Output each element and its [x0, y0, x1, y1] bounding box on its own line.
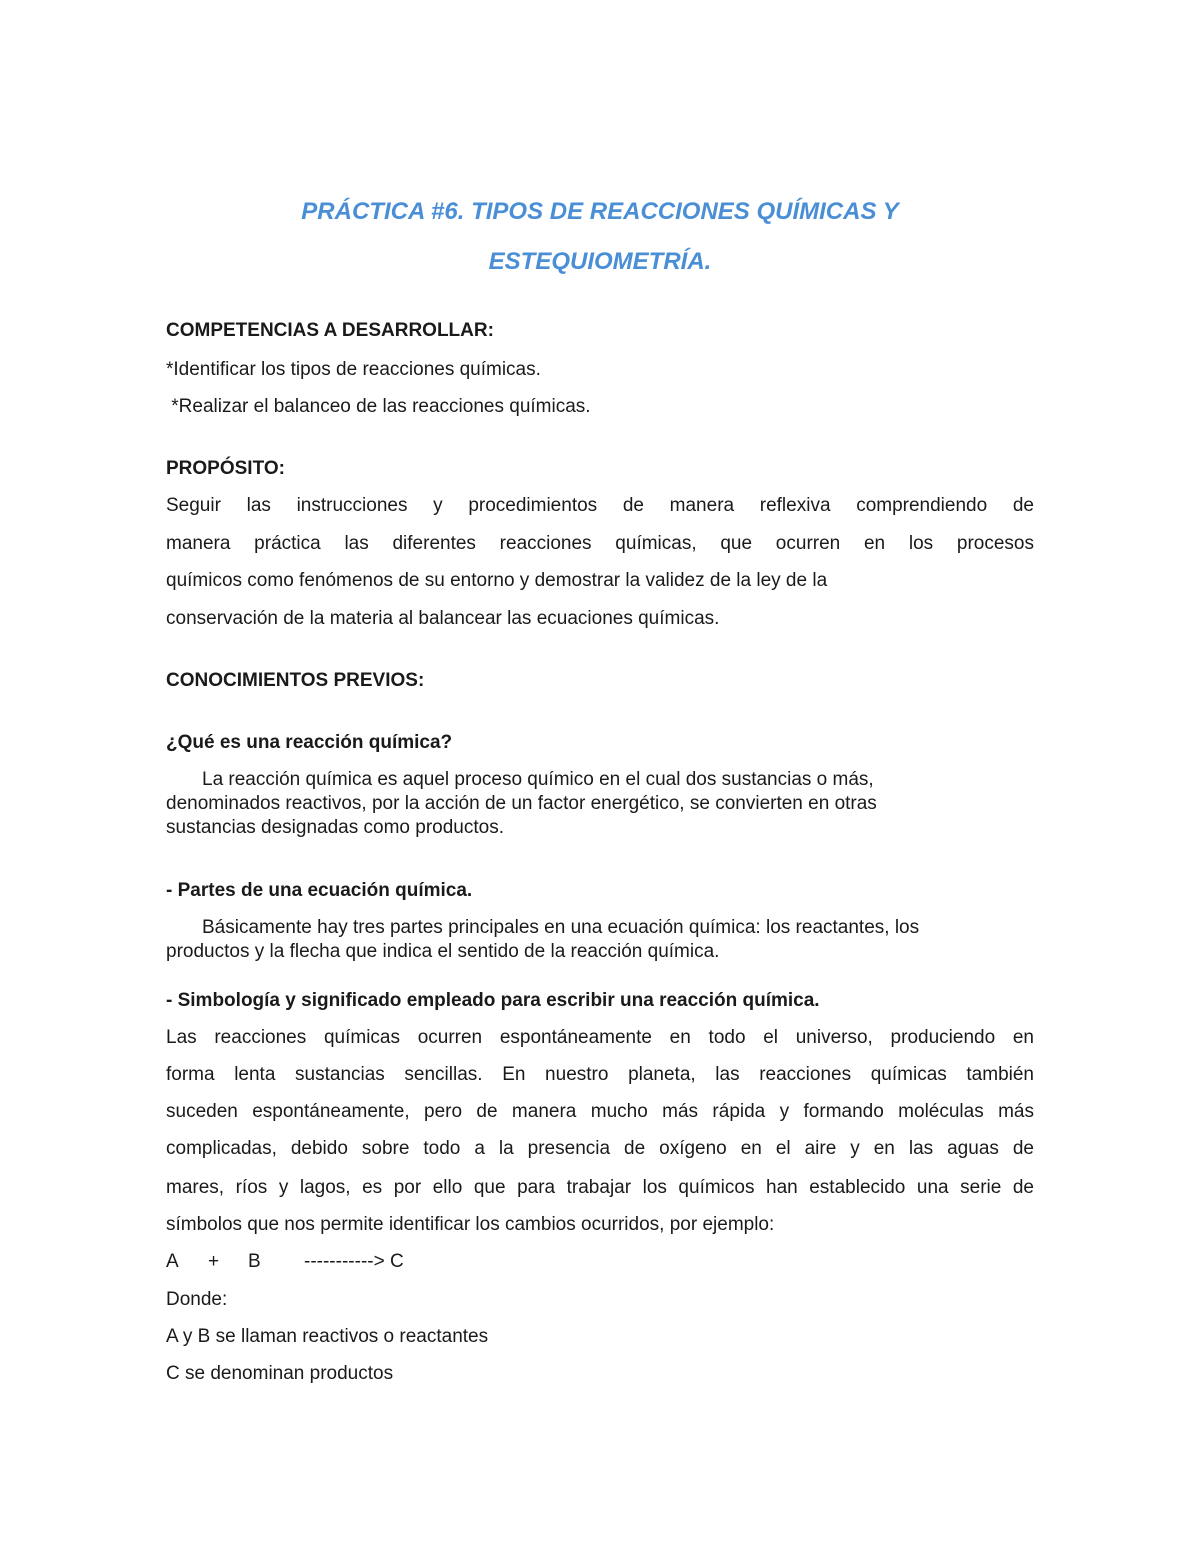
equation-reactant-b: B [248, 1251, 261, 1272]
proposito-line: Seguir las instrucciones y procedimientos de manera reflexiva comprendiendo de [166, 495, 1034, 516]
definition-line: C se denominan productos [166, 1363, 394, 1384]
document-title-line-2: ESTEQUIOMETRÍA. [488, 248, 712, 275]
proposito-line: químicos como fenómenos de su entorno y demostrar la validez de la ley de la [166, 570, 828, 591]
paragraph-line: forma lenta sustancias sencillas. En nuestro planeta, las reacciones químicas también [166, 1064, 1034, 1085]
equation-plus: + [208, 1251, 220, 1272]
donde-label: Donde: [166, 1289, 228, 1310]
paragraph-line: Básicamente hay tres partes principales en una ecuación química: los reactantes, los [202, 917, 920, 938]
question-heading: ¿Qué es una reacción química? [166, 732, 453, 753]
equation-reactant-a: A [166, 1251, 179, 1272]
paragraph-line: símbolos que nos permite identificar los cambios ocurridos, por ejemplo: [166, 1214, 775, 1235]
paragraph-line: denominados reactivos, por la acción de un factor energético, se convierten en otras [166, 793, 877, 814]
definition-line: A y B se llaman reactivos o reactantes [166, 1326, 489, 1347]
document-title-line-1: PRÁCTICA #6. TIPOS DE REACCIONES QUÍMICAS Y [301, 198, 899, 225]
paragraph-line: productos y la flecha que indica el sentido de la reacción química. [166, 941, 720, 962]
equation-arrow-product: -----------> C [304, 1251, 404, 1272]
example-equation [166, 1251, 404, 1273]
proposito-line: manera práctica las diferentes reacciones químicas, que ocurren en los procesos [166, 533, 1034, 554]
competencia-item: *Realizar el balanceo de las reacciones químicas. [166, 396, 591, 417]
conocimientos-heading: CONOCIMIENTOS PREVIOS: [166, 670, 425, 691]
paragraph-line: sustancias designadas como productos. [166, 817, 504, 838]
paragraph-line: Las reacciones químicas ocurren espontáneamente en todo el universo, produciendo en [166, 1027, 1034, 1048]
section-heading: - Simbología y significado empleado para escribir una reacción química. [166, 990, 820, 1011]
paragraph-line: complicadas, debido sobre todo a la presencia de oxígeno en el aire y en las aguas de [166, 1138, 1034, 1159]
proposito-heading: PROPÓSITO: [166, 458, 285, 479]
competencias-heading: COMPETENCIAS A DESARROLLAR: [166, 320, 494, 341]
paragraph-line: La reacción química es aquel proceso químico en el cual dos sustancias o más, [202, 769, 874, 790]
paragraph-line: mares, ríos y lagos, es por ello que para trabajar los químicos han establecido una serie de [166, 1177, 1034, 1198]
competencia-item: *Identificar los tipos de reacciones químicas. [166, 359, 541, 380]
section-heading: - Partes de una ecuación química. [166, 880, 473, 901]
proposito-line: conservación de la materia al balancear las ecuaciones químicas. [166, 608, 720, 629]
paragraph-line: suceden espontáneamente, pero de manera mucho más rápida y formando moléculas más [166, 1101, 1034, 1122]
